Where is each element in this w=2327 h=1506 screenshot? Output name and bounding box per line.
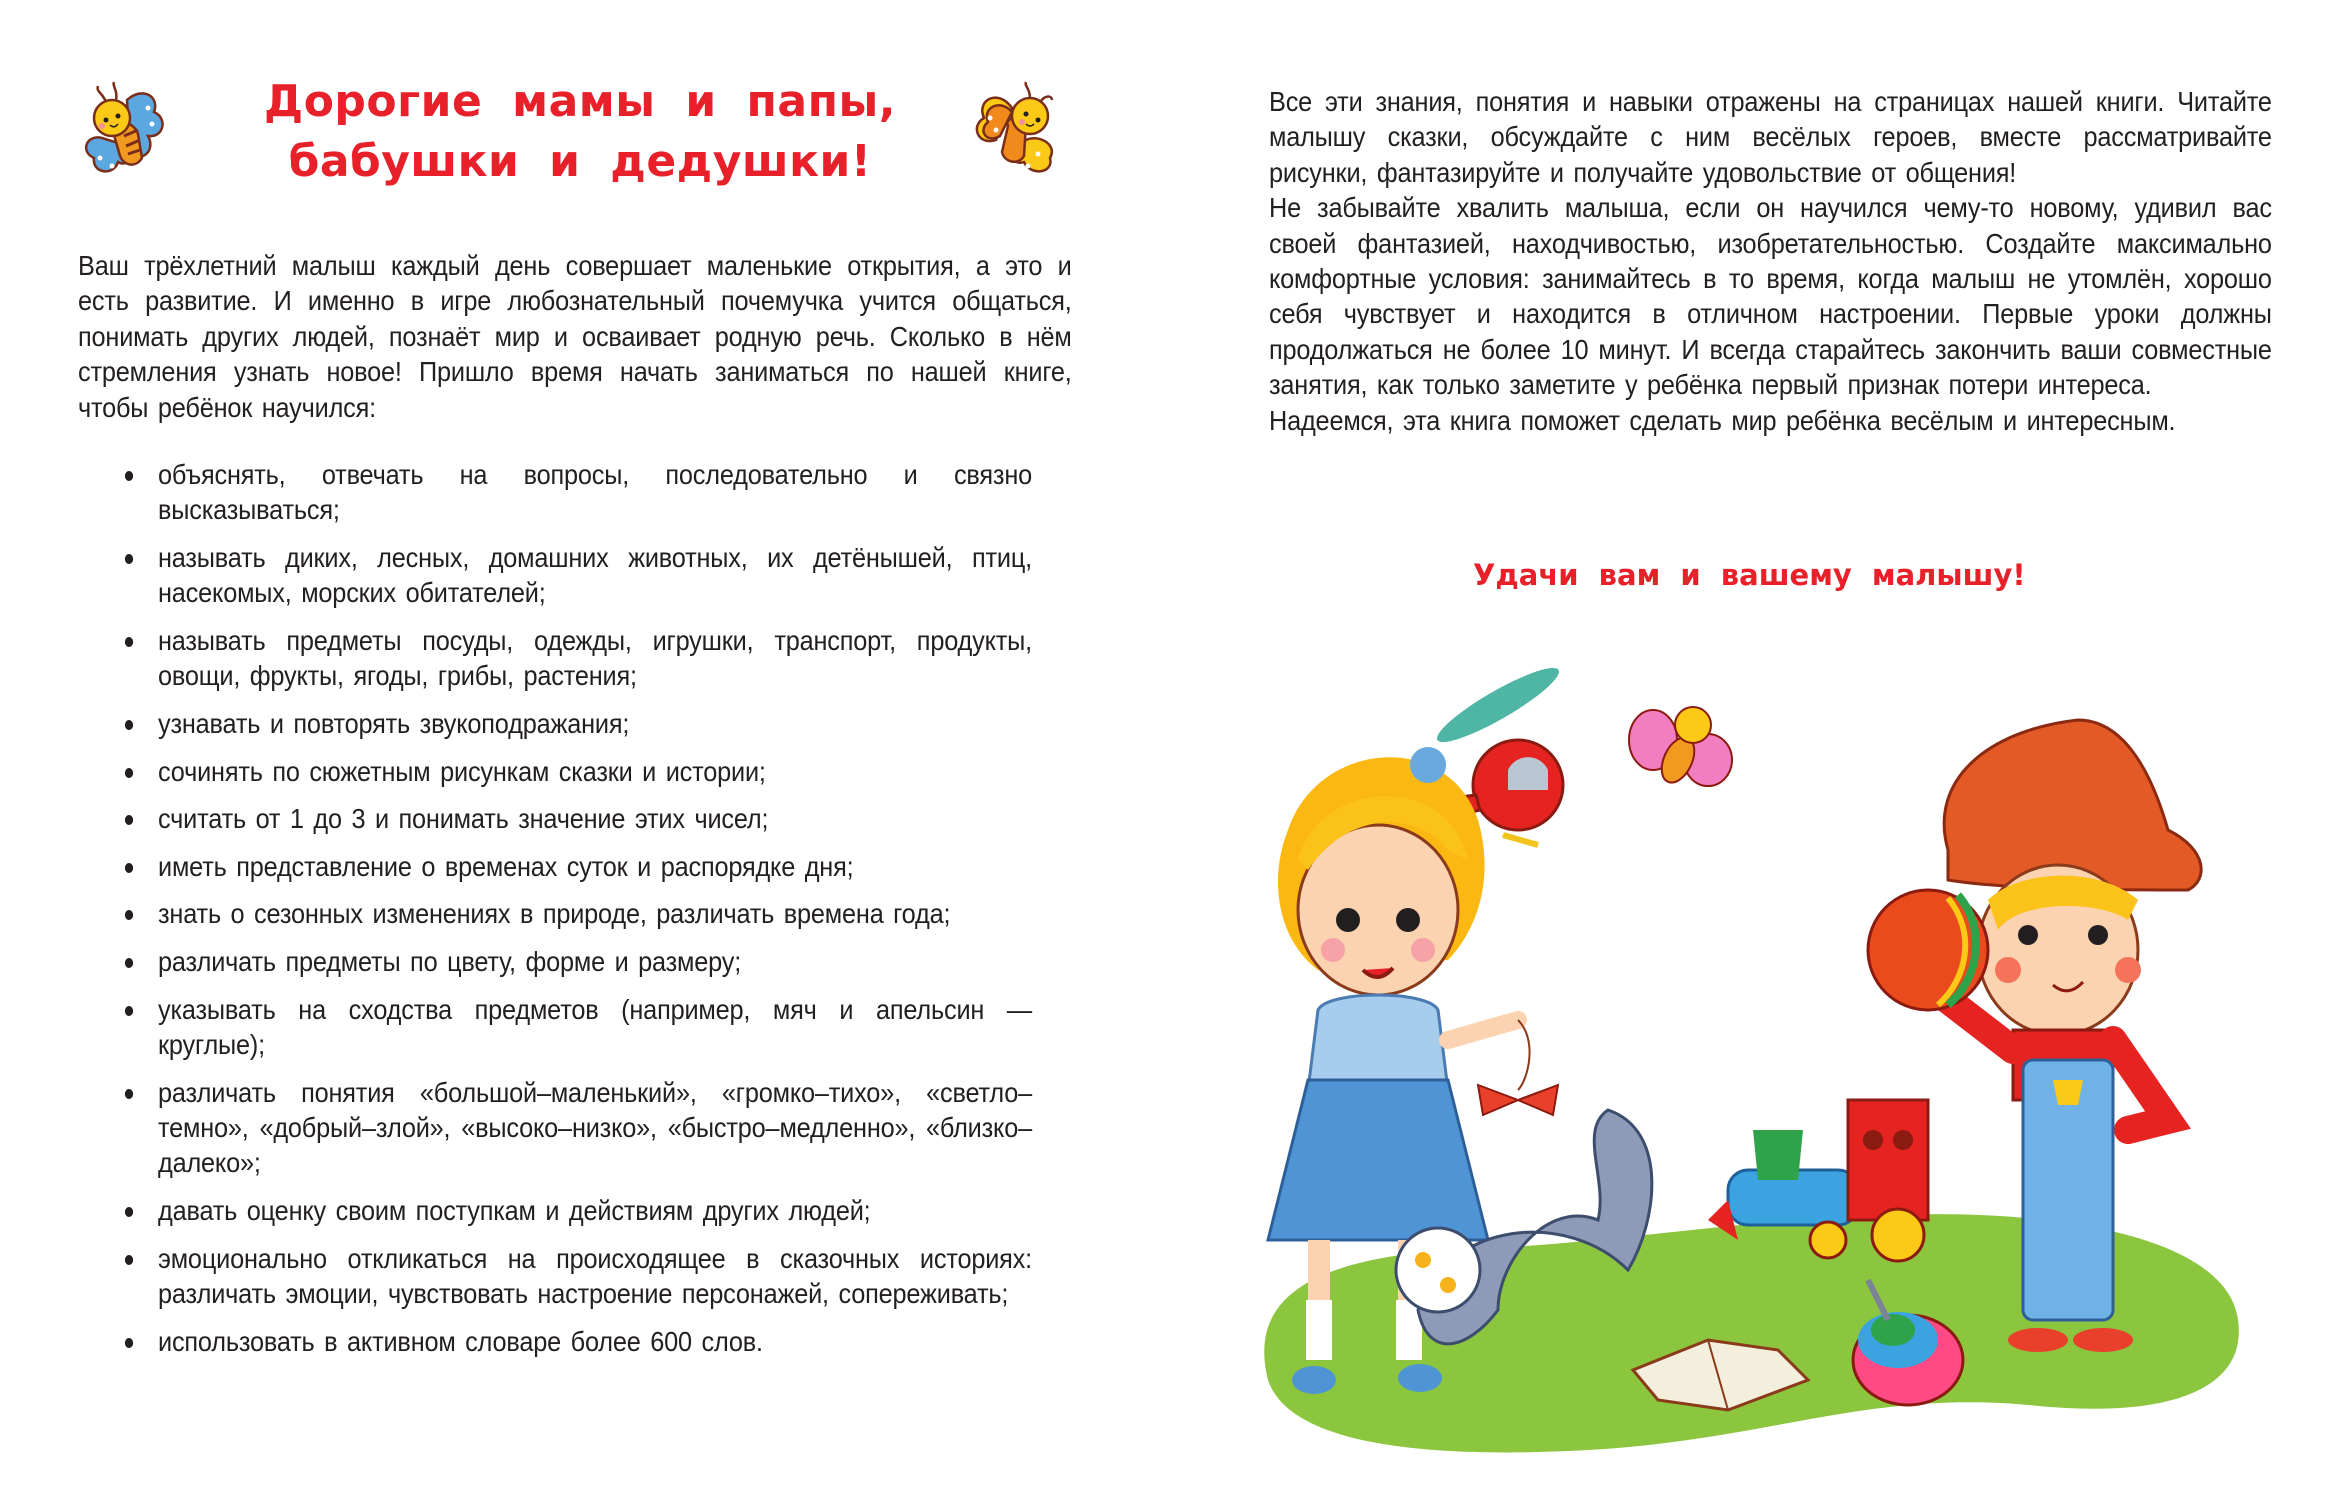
bullet-icon [125, 1089, 133, 1099]
left-page [0, 0, 1163, 1506]
right-text-block [1269, 84, 2272, 438]
list-item: узнавать и повторять звукоподражания; [112, 706, 1032, 741]
list-item: различать понятия «большой–маленький», «громко–тихо», «светло–темно», «добрый–злой», «высоко–низко», «быстро–медленно», «близко–далеко»; [112, 1075, 1032, 1181]
bullet-icon [125, 863, 133, 873]
children-playing-illustration [1248, 660, 2248, 1460]
bullet-icon [125, 958, 133, 968]
pink-winged-bee-icon [1629, 707, 1732, 788]
title-line-1: Дорогие мамы и папы, [264, 76, 896, 127]
bullet-icon [125, 720, 133, 730]
bullet-icon [125, 1255, 133, 1265]
list-item: сочинять по сюжетным рисункам сказки и истории; [112, 754, 1032, 789]
page-title [215, 72, 945, 192]
list-item: давать оценку своим поступкам и действиям других людей; [112, 1193, 1032, 1228]
list-item: называть предметы посуды, одежды, игрушки, транспорт, продукты, овощи, фрукты, ягоды, грибы, растения; [112, 623, 1032, 694]
bullet-icon [125, 910, 133, 920]
bullet-icon [125, 768, 133, 778]
list-item: объяснять, отвечать на вопросы, последовательно и связно высказываться; [112, 457, 1032, 528]
bullet-icon [125, 637, 133, 647]
paragraph: Все эти знания, понятия и навыки отражены на страницах нашей книги. Читайте малышу сказки, обсуждайте с ним весёлых героев, вместе рассматривайте рисунки, фантазируйте и получайте удовольствие от общения! [1269, 86, 2272, 188]
blue-winged-bee-icon [72, 78, 172, 178]
orange-winged-bee-icon [968, 78, 1068, 178]
bullet-icon [125, 471, 133, 481]
list-item: использовать в активном словаре более 600 слов. [112, 1324, 1032, 1359]
paragraph: Надеемся, эта книга поможет сделать мир ребёнка весёлым и интересным. [1269, 404, 2176, 436]
skills-list [112, 457, 1032, 1371]
bullet-icon [125, 1006, 133, 1016]
list-item: знать о сезонных изменениях в природе, различать времена года; [112, 896, 1032, 931]
bullet-icon [125, 815, 133, 825]
list-item: иметь представление о временах суток и распорядке дня; [112, 849, 1032, 884]
intro-paragraph: Ваш трёхлетний малыш каждый день совершает маленькие открытия, а это и есть развитие. И именно в игре любознательный почемучка учится общаться, понимать других людей, познаёт мир и осваивает родную речь. Сколько в нём стремления узнать новое! Пришло время начать заниматься по нашей книге, чтобы ребёнок научился: [78, 250, 1072, 423]
closing-wish: Удачи вам и вашему малышу! [1473, 558, 2026, 592]
list-item: считать от 1 до 3 и понимать значение этих чисел; [112, 801, 1032, 836]
bullet-icon [125, 1207, 133, 1217]
bullet-icon [125, 1338, 133, 1348]
list-item: называть диких, лесных, домашних животных, их детёнышей, птиц, насекомых, морских обитателей; [112, 540, 1032, 611]
list-item: эмоционально откликаться на происходящее в сказочных историях: различать эмоции, чувствовать настроение персонажей, сопереживать; [112, 1241, 1032, 1312]
ball-icon [1868, 890, 1988, 1010]
list-item: различать предметы по цвету, форме и размеру; [112, 944, 1032, 979]
paragraph: Не забывайте хвалить малыша, если он научился чему-то новому, удивил вас своей фантазией, находчивостью, изобретательностью. Создайте максимально комфортные условия: занимайтесь в то время, когда малыш не утомлён, хорошо себя чувствует и находится в отличном настроении. Первые уроки должны продолжаться не более 10 минут. И всегда старайтесь закончить ваши совместные занятия, как только заметите у ребёнка первый признак потери интереса. [1269, 192, 2272, 401]
right-page [1163, 0, 2327, 1506]
title-line-2: бабушки и дедушки! [288, 136, 872, 187]
list-item: указывать на сходства предметов (например, мяч и апельсин — круглые); [112, 992, 1032, 1063]
bullet-icon [125, 554, 133, 564]
